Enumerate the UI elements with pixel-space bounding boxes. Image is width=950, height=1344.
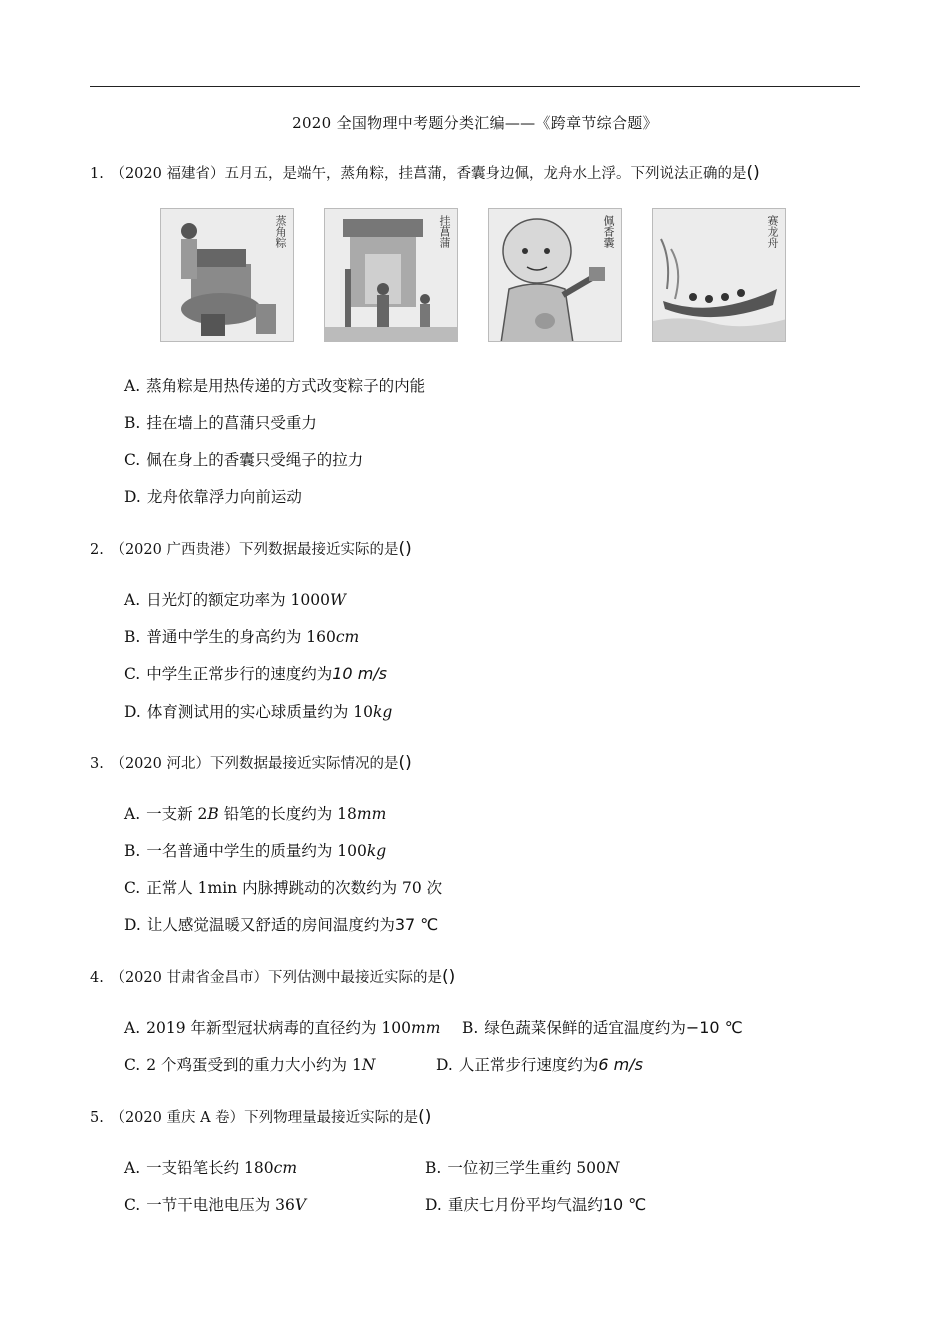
question-5-option-c[interactable]: C. 一节干电池电压为 36V — [124, 1196, 307, 1214]
question-4-option-b[interactable]: B. 绿色蔬菜保鲜的适宜温度约为−10 ℃ — [462, 1018, 743, 1037]
question-4-stem: 4. （2020 甘肃省金昌市）下列估测中最接近实际的是() — [90, 967, 456, 987]
question-4-option-a[interactable]: A. 2019 年新型冠状病毒的直径约为 100mm — [124, 1019, 441, 1037]
question-3-stem: 3. （2020 河北）下列数据最接近实际情况的是() — [90, 753, 412, 773]
steaming-zongzi-illustration — [160, 208, 294, 342]
figure-caption: 蒸角粽 — [274, 215, 287, 248]
header-rule — [90, 86, 860, 87]
question-3-option-b[interactable]: B. 一名普通中学生的质量约为 100kg — [124, 842, 387, 860]
question-1-option-d[interactable]: D. 龙舟依靠浮力向前运动 — [124, 488, 302, 506]
question-5-option-d[interactable]: D. 重庆七月份平均气温约10 ℃ — [425, 1195, 647, 1214]
question-2-option-a[interactable]: A. 日光灯的额定功率为 1000W — [124, 591, 346, 609]
question-4-option-c[interactable]: C. 2 个鸡蛋受到的重力大小约为 1N — [124, 1056, 376, 1074]
question-1-option-b[interactable]: B. 挂在墙上的菖蒲只受重力 — [124, 414, 317, 432]
question-2-option-d[interactable]: D. 体育测试用的实心球质量约为 10kg — [124, 703, 393, 721]
question-1-option-a[interactable]: A. 蒸角粽是用热传递的方式改变粽子的内能 — [124, 377, 426, 395]
figure-caption: 挂菖蒲 — [438, 215, 451, 248]
question-1-stem: 1. （2020 福建省）五月五，是端午，蒸角粽，挂菖蒲，香囊身边佩，龙舟水上浮。下列说法正确的是() — [90, 163, 760, 183]
question-3-option-c[interactable]: C. 正常人 1min 内脉搏跳动的次数约为 70 次 — [124, 879, 443, 897]
question-2-option-c[interactable]: C. 中学生正常步行的速度约为10 m/s — [124, 664, 388, 683]
question-3-option-d[interactable]: D. 让人感觉温暖又舒适的房间温度约为37 ℃ — [124, 915, 439, 934]
question-1-option-c[interactable]: C. 佩在身上的香囊只受绳子的拉力 — [124, 451, 364, 469]
question-4-option-d[interactable]: D. 人正常步行速度约为6 m/s — [436, 1055, 643, 1074]
question-2-stem: 2. （2020 广西贵港）下列数据最接近实际的是() — [90, 539, 412, 559]
question-2-option-b[interactable]: B. 普通中学生的身高约为 160cm — [124, 628, 360, 646]
figure-caption: 佩香囊 — [602, 215, 615, 248]
question-5-option-b[interactable]: B. 一位初三学生重约 500N — [425, 1159, 620, 1177]
question-5-option-a[interactable]: A. 一支铅笔长约 180cm — [124, 1159, 298, 1177]
question-1-figures — [160, 208, 790, 344]
figure-caption: 赛龙舟 — [766, 215, 779, 248]
hanging-calamus-illustration — [324, 208, 458, 342]
dragon-boat-illustration — [652, 208, 786, 342]
question-3-option-a[interactable]: A. 一支新 2B 铅笔的长度约为 18mm — [124, 805, 387, 823]
question-5-stem: 5. （2020 重庆 A 卷）下列物理量最接近实际的是() — [90, 1107, 432, 1127]
page-title: 2020 全国物理中考题分类汇编——《跨章节综合题》 — [292, 114, 658, 132]
sachet-child-illustration — [488, 208, 622, 342]
